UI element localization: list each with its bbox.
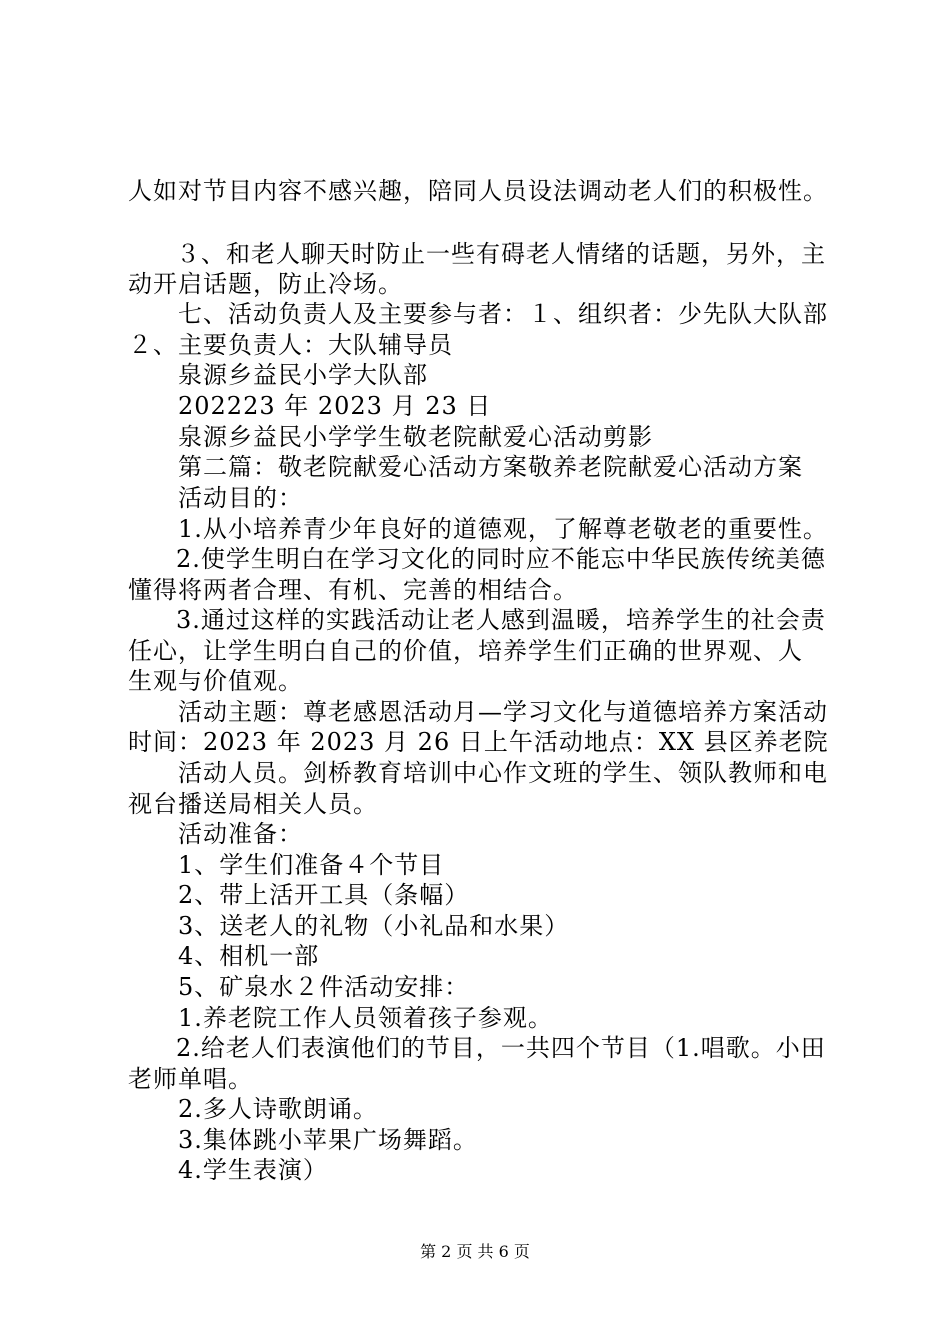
- body-line: 泉源乡益民小学学生敬老院献爱心活动剪影: [178, 423, 653, 451]
- body-line: 1.从小培养青少年良好的道德观，了解尊老敬老的重要性。: [178, 515, 828, 543]
- body-line: ２、主要负责人：大队辅导员: [128, 331, 453, 359]
- list-item: 3.集体跳小苹果广场舞蹈。: [178, 1126, 478, 1154]
- list-item: 2、带上活开工具（条幅）: [178, 881, 470, 909]
- body-line: ３、和老人聊天时防止一些有碍老人情绪的话题，另外，主: [176, 240, 826, 268]
- body-line: 活动目的：: [178, 484, 303, 512]
- body-line: 人如对节目内容不感兴趣，陪同人员设法调动老人们的积极性。: [128, 177, 828, 205]
- list-item: 2.给老人们表演他们的节目，一共四个节目（1.唱歌。小田: [176, 1034, 826, 1062]
- body-line: 2.使学生明白在学习文化的同时应不能忘中华民族传统美德: [176, 545, 826, 573]
- body-line: 老师单唱。: [128, 1065, 253, 1093]
- list-item: 3、送老人的礼物（小礼品和水果）: [178, 912, 570, 940]
- body-line: 泉源乡益民小学大队部: [178, 361, 428, 389]
- list-item: 5、矿泉水２件活动安排：: [178, 973, 470, 1001]
- body-line: 视台播送局相关人员。: [128, 790, 378, 818]
- body-line: 活动人员。剑桥教育培训中心作文班的学生、领队教师和电: [178, 759, 828, 787]
- body-line: 任心，让学生明白自己的价值，培养学生们正确的世界观、人: [128, 637, 803, 665]
- body-line: 活动准备：: [178, 820, 303, 848]
- list-item: 2.多人诗歌朗诵。: [178, 1095, 378, 1123]
- body-line: 活动主题：尊老感恩活动月—学习文化与道德培养方案活动: [178, 698, 828, 726]
- body-line: 动开启话题，防止冷场。: [128, 270, 403, 298]
- list-item: 4.学生表演）: [178, 1156, 328, 1184]
- list-item: 1.养老院工作人员领着孩子参观。: [178, 1004, 553, 1032]
- list-item: 4、相机一部: [178, 942, 320, 970]
- body-line: 生观与价值观。: [128, 667, 303, 695]
- list-item: 1、学生们准备４个节目: [178, 851, 445, 879]
- body-line: 七、活动负责人及主要参与者：１、组织者：少先队大队部: [178, 300, 828, 328]
- date-line: 202223 年 2023 月 23 日: [178, 392, 492, 420]
- section-title: 第二篇：敬老院献爱心活动方案敬养老院献爱心活动方案: [178, 453, 803, 481]
- body-line: 时间：2023 年 2023 月 26 日上午活动地点：XX 县区养老院: [128, 728, 829, 756]
- body-line: 3.通过这样的实践活动让老人感到温暖，培养学生的社会责: [176, 606, 826, 634]
- body-line: 懂得将两者合理、有机、完善的相结合。: [128, 576, 578, 604]
- page-footer: 第 2 页 共 6 页: [420, 1242, 530, 1261]
